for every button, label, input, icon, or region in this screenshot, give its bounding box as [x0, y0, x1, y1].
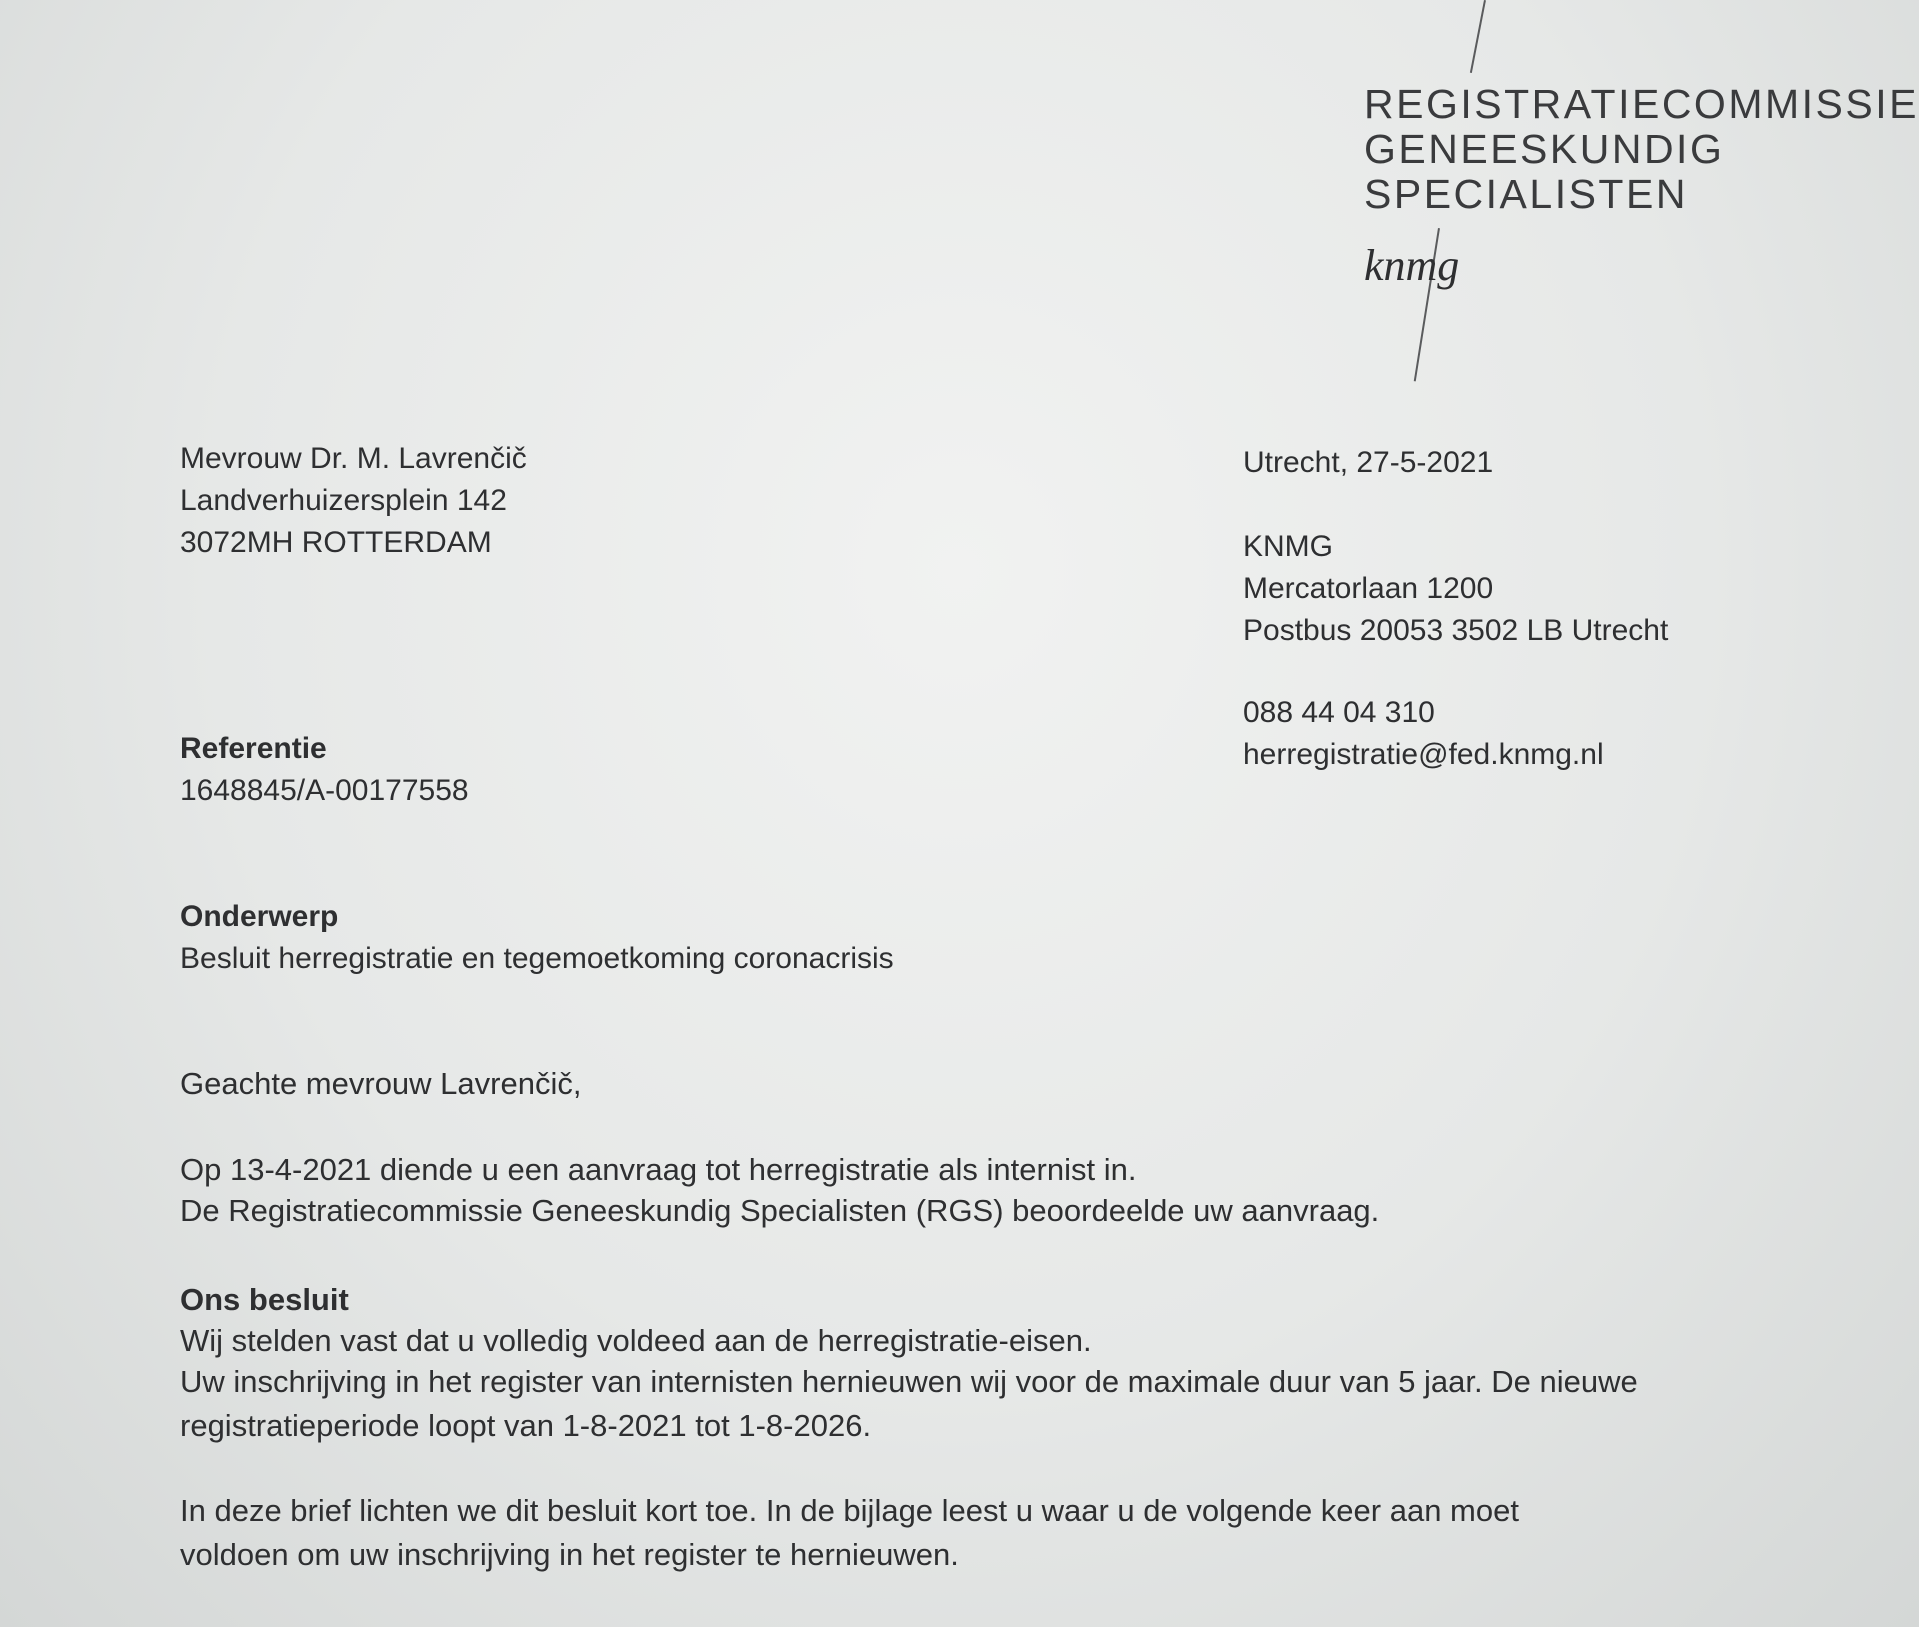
subject-value: Besluit herregistratie en tegemoetkoming coronacrisis [180, 942, 894, 975]
sender-email: herregistratie@fed.knmg.nl [1243, 738, 1604, 771]
decision-line-2: Uw inschrijving in het register van internisten hernieuwen wij voor de maximale duur van 5 jaar. De nieuwe [180, 1364, 1638, 1399]
reference-block [180, 728, 469, 812]
subject-block [180, 896, 894, 980]
decision-line-1: Wij stelden vast dat u volledig voldeed aan de herregistratie-eisen. [180, 1323, 1092, 1358]
subject-label: Onderwerp [180, 900, 339, 933]
sender-org: KNMG [1243, 530, 1333, 563]
decision-line-3: registratieperiode loopt van 1-8-2021 tot 1-8-2026. [180, 1408, 872, 1443]
sender-phone: 088 44 04 310 [1243, 696, 1435, 729]
sender-block [1243, 442, 1668, 776]
knmg-logo: knmg [1364, 241, 1460, 290]
letterhead-line-1: REGISTRATIECOMMISSIE [1364, 81, 1919, 127]
recipient-name: Mevrouw Dr. M. Lavrenčič [180, 442, 527, 475]
letterhead-line-3: SPECIALISTEN [1364, 171, 1688, 217]
intro-line-1: Op 13-4-2021 diende u een aanvraag tot herregistratie als internist in. [180, 1152, 1137, 1187]
decision-heading: Ons besluit [180, 1282, 349, 1317]
sender-postbus: Postbus 20053 3502 LB Utrecht [1243, 614, 1669, 647]
recipient-street: Landverhuizersplein 142 [180, 484, 507, 517]
closing-line-1: In deze brief lichten we dit besluit kort toe. In de bijlage leest u waar u de volgende keer aan moet [180, 1493, 1519, 1528]
intro-line-2: De Registratiecommissie Geneeskundig Specialisten (RGS) beoordeelde uw aanvraag. [180, 1193, 1380, 1228]
recipient-city: 3072MH ROTTERDAM [180, 526, 492, 559]
letterhead [1364, 82, 1919, 217]
recipient-address [180, 438, 527, 564]
reference-label: Referentie [180, 732, 327, 765]
letterhead-line-2: GENEESKUNDIG [1364, 126, 1725, 172]
place-date: Utrecht, 27-5-2021 [1243, 446, 1494, 479]
letterhead-line-top [1470, 0, 1486, 73]
sender-street: Mercatorlaan 1200 [1243, 572, 1494, 605]
closing-line-2: voldoen om uw inschrijving in het register te hernieuwen. [180, 1537, 959, 1572]
reference-value: 1648845/A-00177558 [180, 774, 469, 807]
salutation: Geachte mevrouw Lavrenčič, [180, 1066, 582, 1101]
